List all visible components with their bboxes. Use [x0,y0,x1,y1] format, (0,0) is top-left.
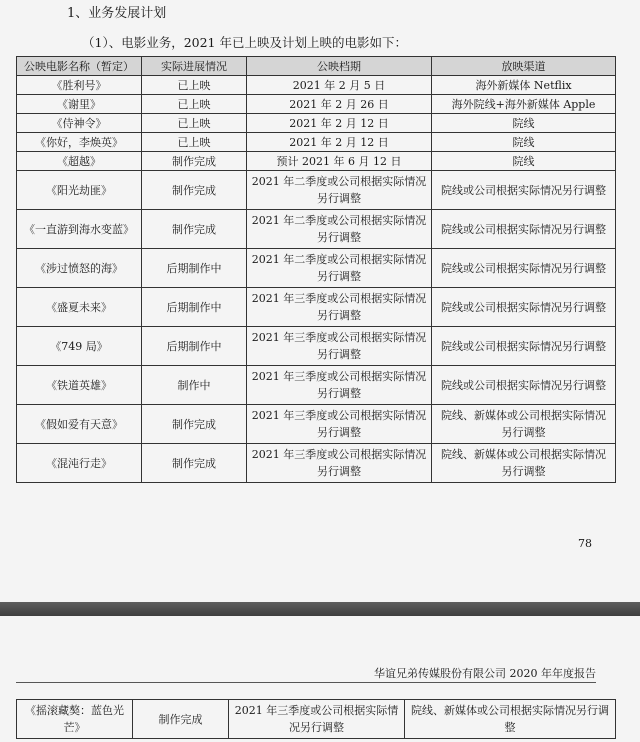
table-row [17,171,616,210]
table-cell: 院线或公司根据实际情况另行调整 [432,171,616,210]
table-cell: 《一直游到海水变蓝》 [17,210,142,249]
table-cell: 《胜利号》 [17,76,142,95]
table-cell: 海外新媒体 Netflix [432,76,616,95]
table-cell: 制作完成 [142,171,247,210]
page-divider [0,602,640,616]
table-cell: 院线 [432,133,616,152]
table-cell: 院线或公司根据实际情况另行调整 [432,288,616,327]
table-cell: 海外院线+海外新媒体 Apple [432,95,616,114]
table-cell: 制作完成 [142,405,247,444]
table-cell: 2021 年三季度或公司根据实际情况另行调整 [229,700,405,739]
table-cell: 院线、新媒体或公司根据实际情况另行调整 [405,700,616,739]
table-row [17,366,616,405]
table-cell: 院线、新媒体或公司根据实际情况另行调整 [432,444,616,483]
table-cell: 《摇滚藏獒：蓝色光芒》 [17,700,133,739]
table-cell: 已上映 [142,95,247,114]
header-rule [16,682,596,683]
table-cell: 2021 年三季度或公司根据实际情况另行调整 [247,288,432,327]
table-cell: 2021 年三季度或公司根据实际情况另行调整 [247,327,432,366]
film-release-table-continued [16,699,616,739]
table-cell: 制作完成 [133,700,229,739]
table-cell: 后期制作中 [142,249,247,288]
table-cell: 预计 2021 年 6 月 12 日 [247,152,432,171]
table-cell: 《盛夏未来》 [17,288,142,327]
table-cell: 院线或公司根据实际情况另行调整 [432,210,616,249]
column-header: 公映档期 [247,57,432,76]
table-cell: 后期制作中 [142,288,247,327]
table-row [17,76,616,95]
table-row [17,700,616,739]
table-cell: 《铁道英雄》 [17,366,142,405]
table-row [17,288,616,327]
subsection-heading: （1）、电影业务，2021 年已上映及计划上映的电影如下： [82,35,407,50]
table-cell: 2021 年 2 月 26 日 [247,95,432,114]
table-cell: 《混沌行走》 [17,444,142,483]
table-header-row [17,57,616,76]
table-cell: 2021 年二季度或公司根据实际情况另行调整 [247,171,432,210]
table-cell: 《超越》 [17,152,142,171]
table-cell: 制作完成 [142,210,247,249]
table-row [17,95,616,114]
table-cell: 2021 年 2 月 12 日 [247,114,432,133]
table-cell: 已上映 [142,133,247,152]
table-row [17,327,616,366]
table-cell: 2021 年二季度或公司根据实际情况另行调整 [247,210,432,249]
table-body [17,700,616,739]
table-cell: 院线 [432,152,616,171]
table-cell: 制作完成 [142,152,247,171]
table-cell: 制作完成 [142,444,247,483]
table-cell: 已上映 [142,114,247,133]
table-cell: 《谢里》 [17,95,142,114]
table-row [17,249,616,288]
table-row [17,210,616,249]
table-cell: 《涉过愤怒的海》 [17,249,142,288]
film-release-table [16,56,616,483]
table-row [17,114,616,133]
table-row [17,152,616,171]
table-cell: 院线或公司根据实际情况另行调整 [432,327,616,366]
table-cell: 2021 年三季度或公司根据实际情况另行调整 [247,444,432,483]
table-cell: 2021 年二季度或公司根据实际情况另行调整 [247,249,432,288]
table-cell: 2021 年三季度或公司根据实际情况另行调整 [247,366,432,405]
table-row [17,133,616,152]
report-header: 华谊兄弟传媒股份有限公司 2020 年年度报告 [374,667,596,680]
column-header: 放映渠道 [432,57,616,76]
table-cell: 2021 年 2 月 5 日 [247,76,432,95]
page-number: 78 [578,537,592,550]
table-cell: 已上映 [142,76,247,95]
table-body [17,76,616,483]
table-cell: 院线或公司根据实际情况另行调整 [432,366,616,405]
table-cell: 《你好，李焕英》 [17,133,142,152]
table-cell: 院线或公司根据实际情况另行调整 [432,249,616,288]
table-cell: 2021 年三季度或公司根据实际情况另行调整 [247,405,432,444]
table-row [17,444,616,483]
table-cell: 《阳光劫匪》 [17,171,142,210]
table-cell: 院线 [432,114,616,133]
table-row [17,405,616,444]
table-cell: 《749 局》 [17,327,142,366]
table-cell: 《侍神令》 [17,114,142,133]
table-cell: 制作中 [142,366,247,405]
table-cell: 《假如爱有天意》 [17,405,142,444]
table-cell: 院线、新媒体或公司根据实际情况另行调整 [432,405,616,444]
column-header: 公映电影名称（暂定） [17,57,142,76]
column-header: 实际进展情况 [142,57,247,76]
table-cell: 2021 年 2 月 12 日 [247,133,432,152]
section-heading: 1、业务发展计划 [67,6,167,21]
table-cell: 后期制作中 [142,327,247,366]
